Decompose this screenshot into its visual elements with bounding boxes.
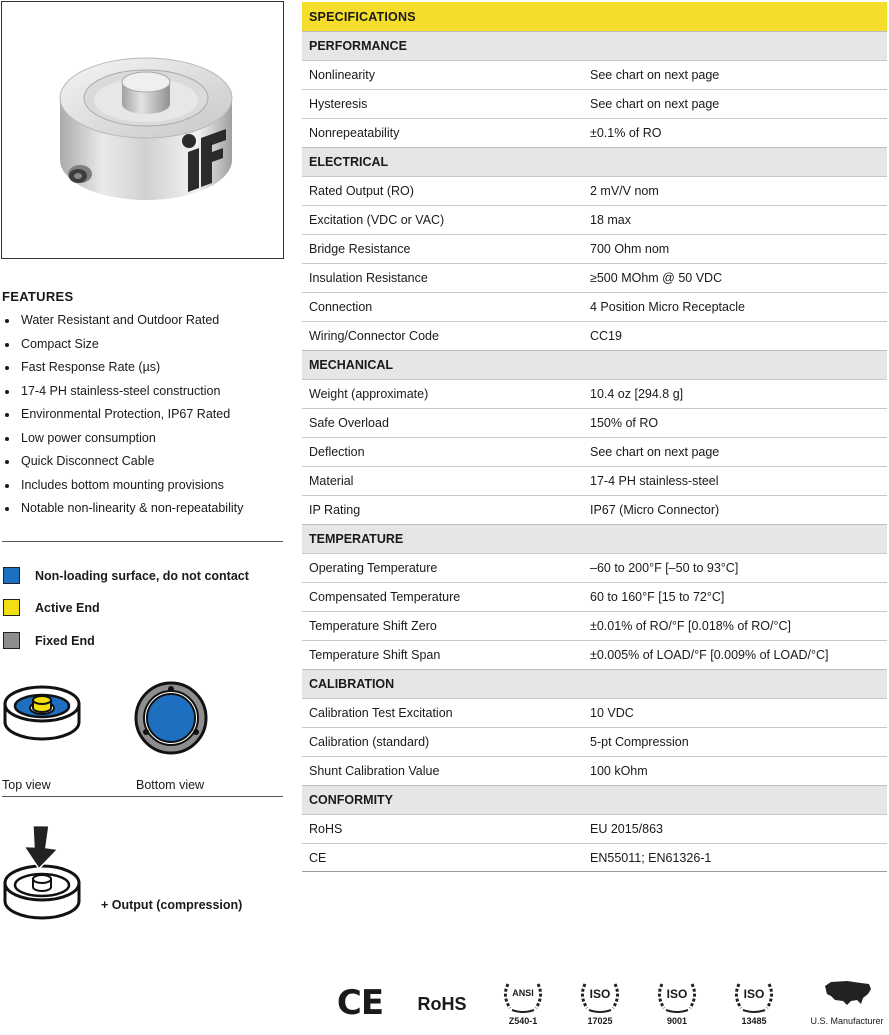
spec-row [302, 379, 887, 408]
spec-row [302, 205, 887, 234]
us-manufacturer-badge [806, 976, 888, 1030]
feature-item: Quick Disconnect Cable [2, 450, 282, 474]
spec-label: Material [309, 474, 354, 488]
spec-value: 700 Ohm nom [590, 242, 670, 256]
legend-label: Non-loading surface, do not contact [35, 569, 249, 583]
spec-value: See chart on next page [590, 445, 720, 459]
spec-row [302, 118, 887, 147]
legend-item-non-loading [3, 567, 273, 587]
badge-org: ISO [743, 987, 765, 1001]
spec-label: Calibration (standard) [309, 735, 430, 749]
spec-row [302, 582, 887, 611]
spec-row [302, 466, 887, 495]
spec-value: 18 max [590, 213, 631, 227]
legend-label: Fixed End [35, 634, 95, 648]
feature-item: Water Resistant and Outdoor Rated [2, 309, 282, 333]
bottom-view-caption: Bottom view [136, 778, 205, 792]
spec-value: 10 VDC [590, 706, 634, 720]
bottom-view-icon [133, 680, 209, 756]
spec-label: Connection [309, 300, 373, 314]
spec-value: ±0.1% of RO [590, 126, 662, 140]
legend-swatch-blue [3, 567, 20, 584]
features-heading: FEATURES [2, 289, 74, 304]
ce-mark-icon: CE [336, 983, 384, 1023]
spec-value: 150% of RO [590, 416, 659, 430]
spec-label: Rated Output (RO) [309, 184, 414, 198]
iso-badge-icon [729, 976, 779, 1030]
product-photo [1, 1, 284, 259]
load-cell-image [2, 2, 283, 258]
legend-swatch-gray [3, 632, 20, 649]
spec-label: Bridge Resistance [309, 242, 411, 256]
spec-row [302, 640, 887, 669]
iso-badge-icon [652, 976, 702, 1030]
spec-label: Nonlinearity [309, 68, 376, 82]
badge-code: 9001 [666, 1016, 688, 1026]
usa-map-icon [817, 976, 877, 1012]
feature-item: Notable non-linearity & non-repeatability [2, 497, 282, 521]
spec-value: 100 kOhm [590, 764, 648, 778]
spec-label: Excitation (VDC or VAC) [309, 213, 445, 227]
feature-item: Compact Size [2, 333, 282, 357]
features-list [2, 309, 282, 521]
spec-row [302, 321, 887, 350]
spec-value: 60 to 160°F [15 to 72°C] [590, 590, 725, 604]
spec-label: CE [309, 851, 327, 865]
spec-row [302, 553, 887, 582]
legend-item-active-end [3, 599, 273, 619]
legend-swatch-yellow [3, 599, 20, 616]
top-view-icon [2, 678, 82, 748]
spec-value: 17-4 PH stainless-steel [590, 474, 719, 488]
section-conformity: CONFORMITY [302, 785, 887, 814]
spec-label: Nonrepeatability [309, 126, 400, 140]
spec-label: Temperature Shift Span [309, 648, 441, 662]
badge-org: ISO [589, 987, 611, 1001]
spec-value: ±0.005% of LOAD/°F [0.009% of LOAD/°C] [590, 648, 829, 662]
spec-row [302, 814, 887, 843]
section-performance: PERFORMANCE [302, 31, 887, 60]
spec-label: Temperature Shift Zero [309, 619, 437, 633]
spec-label: RoHS [309, 822, 343, 836]
badge-code: Z540-1 [508, 1016, 538, 1026]
spec-row [302, 727, 887, 756]
spec-value: EN55011; EN61326-1 [590, 851, 712, 865]
spec-label: Compensated Temperature [309, 590, 461, 604]
divider [2, 796, 283, 797]
spec-row [302, 495, 887, 524]
feature-item: Includes bottom mounting provisions [2, 474, 282, 498]
badge-code: 17025 [587, 1016, 613, 1026]
spec-label: Deflection [309, 445, 365, 459]
us-manufacturer-label: U.S. Manufacturer [810, 1016, 884, 1026]
spec-row [302, 611, 887, 640]
spec-row [302, 234, 887, 263]
spec-value: EU 2015/863 [590, 822, 663, 836]
spec-row [302, 408, 887, 437]
spec-value: –60 to 200°F [–50 to 93°C] [590, 561, 739, 575]
spec-label: IP Rating [309, 503, 361, 517]
feature-item: Fast Response Rate (µs) [2, 356, 282, 380]
legend-label: Active End [35, 601, 100, 615]
section-calibration: CALIBRATION [302, 669, 887, 698]
spec-value: 10.4 oz [294.8 g] [590, 387, 684, 401]
spec-row [302, 756, 887, 785]
spec-label: Safe Overload [309, 416, 389, 430]
spec-value: CC19 [590, 329, 622, 343]
spec-row [302, 89, 887, 118]
output-label: + Output (compression) [101, 898, 243, 912]
spec-row [302, 292, 887, 321]
section-temperature: TEMPERATURE [302, 524, 887, 553]
spec-label: Shunt Calibration Value [309, 764, 440, 778]
spec-value: See chart on next page [590, 97, 720, 111]
down-arrow-icon [21, 823, 61, 871]
spec-value: ±0.01% of RO/°F [0.018% of RO/°C] [590, 619, 791, 633]
compression-diagram-icon [2, 823, 84, 927]
top-view-caption: Top view [2, 778, 51, 792]
badge-org: ANSI [512, 988, 534, 998]
spec-value: IP67 (Micro Connector) [590, 503, 720, 517]
micro-connector [68, 165, 92, 183]
spec-row [302, 698, 887, 727]
spec-row [302, 437, 887, 466]
specifications-title: SPECIFICATIONS [302, 2, 887, 31]
divider [2, 541, 283, 542]
spec-row [302, 176, 887, 205]
spec-value: 4 Position Micro Receptacle [590, 300, 745, 314]
spec-label: Insulation Resistance [309, 271, 428, 285]
badge-code: 13485 [741, 1016, 767, 1026]
rohs-icon: RoHS [417, 994, 467, 1014]
spec-label: Weight (approximate) [309, 387, 429, 401]
spec-label: Operating Temperature [309, 561, 438, 575]
specifications-table [302, 2, 887, 872]
spec-value: 5-pt Compression [590, 735, 689, 749]
spec-row [302, 843, 887, 872]
feature-item: Low power consumption [2, 427, 282, 451]
spec-value: ≥500 MOhm @ 50 VDC [590, 271, 723, 285]
spec-value: 2 mV/V nom [590, 184, 659, 198]
spec-label: Calibration Test Excitation [309, 706, 453, 720]
spec-row [302, 263, 887, 292]
spec-label: Wiring/Connector Code [309, 329, 439, 343]
feature-item: 17-4 PH stainless-steel construction [2, 380, 282, 404]
section-mechanical: MECHANICAL [302, 350, 887, 379]
spec-label: Hysteresis [309, 97, 368, 111]
spec-value: See chart on next page [590, 68, 720, 82]
section-electrical: ELECTRICAL [302, 147, 887, 176]
badge-org: ISO [666, 987, 688, 1001]
ansi-badge-icon [498, 976, 548, 1030]
legend-item-fixed-end [3, 632, 273, 652]
iso-badge-icon [575, 976, 625, 1030]
spec-row [302, 60, 887, 89]
feature-item: Environmental Protection, IP67 Rated [2, 403, 282, 427]
